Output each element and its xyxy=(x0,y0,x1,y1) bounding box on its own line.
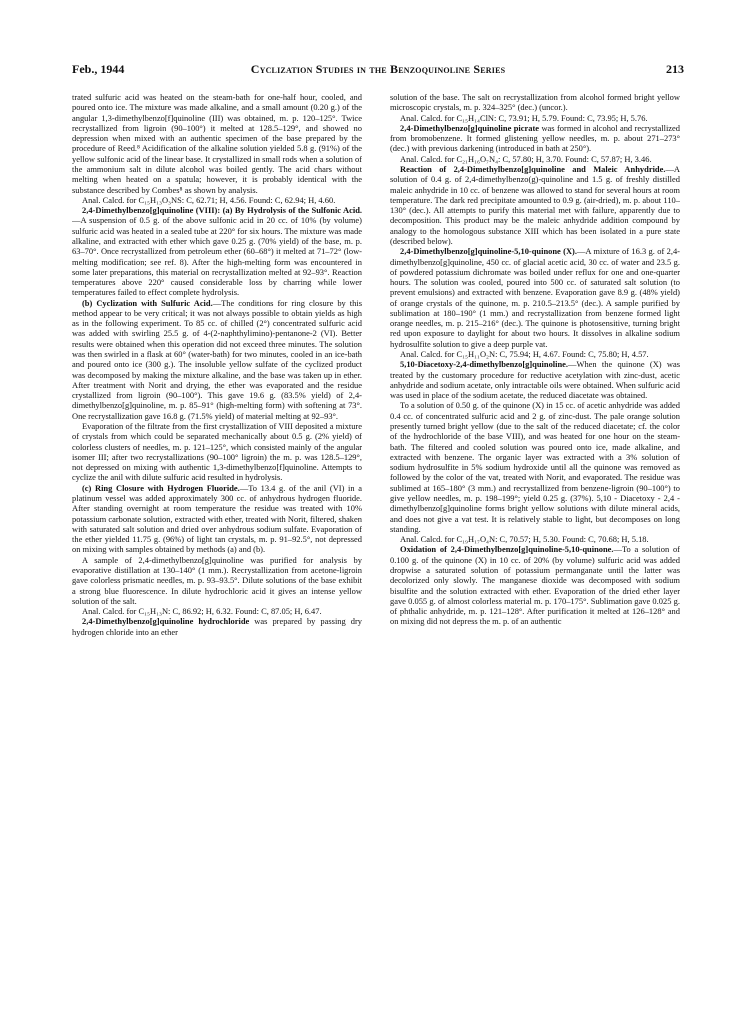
paragraph xyxy=(390,544,680,626)
paragraph xyxy=(390,154,680,164)
paragraph xyxy=(72,195,362,205)
paragraph xyxy=(72,421,362,483)
paragraph xyxy=(390,359,680,400)
paragraph xyxy=(390,400,680,534)
page-number: 213 xyxy=(666,62,684,76)
paragraph-text: A sample of 2,4-dimethylbenzo[g]quinoline was purified for analysis by evaporative distillation at 130–140° (1 mm.). Recrystallization from acetone-ligroin gave colorless prismatic needles, m. p. 93–93.5°. Dilute solutions of the base exhibit a strong blue fluorescence. In dilute hydrochloric acid it gives an intense yellow solution of the salt. xyxy=(72,554,362,606)
paragraph-text: —A suspension of 0.5 g. of the above sulfonic acid in 20 cc. of 10% (by volume) sulfuric acid was heated in a sealed tube at 220° for six hours. The mixture was made alkaline, and extracted with ether which gave 0.25 g. (70% yield) of the base, m. p. 63–70°. Once recrystallized from petroleum ether (60–68°) it melted at 71–72° (low-melting modification; see ref. 8). After the high-melting form was encountered in some later preparations, this material on recrystallization melted at 92–93°. Reaction temperatures above 220° caused considerable loss by charring while lower temperatures failed to effect complete hydrolysis. xyxy=(72,215,362,298)
paragraph-text: Evaporation of the filtrate from the first crystallization of VIII deposited a mixture of crystals from which could be separated mechanically about 0.5 g. (2% yield) of colorless clusters of needles, m. p. 121–125°, which consisted mainly of the angular isomer III; after two recrystallizations (90–100° ligroin) the m. p. was 128.5–129°, not depressed on mixing with authentic 1,3-dimethylbenzo[f]quinoline. Attempts to cyclize the anil with dilute sulfuric acid resulted in hydrolysis. xyxy=(72,421,362,483)
section-heading: 2,4-Dimethylbenzo[g]quinoline-5,10-quinone (X). xyxy=(400,246,577,257)
section-heading: 5,10-Diacetoxy-2,4-dimethylbenzo[g]quinoline. xyxy=(400,359,569,370)
paragraph-text: Anal. Calcd. for C₁₅H₁₄ClN: C, 73.91; H, 5.79. Found: C, 73.95; H, 5.76. xyxy=(400,112,648,123)
paragraph xyxy=(72,205,362,298)
paragraph-text: Anal. Calcd. for C₁₉H₁₇O₄N: C, 70.57; H, 5.30. Found: C, 70.68; H, 5.18. xyxy=(400,534,649,545)
paragraph xyxy=(72,606,362,616)
section-heading: 2,4-Dimethylbenzo[g]quinoline picrate xyxy=(400,122,540,133)
paragraph-text: was formed in alcohol and recrystallized from bromobenzene. It formed glistening yellow needles, m. p. about 271–273° (dec.) with previous darkening (introduced in bath at 250°). xyxy=(390,122,680,154)
paragraph-text: solution of the base. The salt on recrystallization from alcohol formed bright yellow microscopic crystals, m. p. 324–325° (dec.) (uncor.). xyxy=(390,92,680,113)
section-heading: Reaction of 2,4-Dimethylbenzo[g]quinoline and Maleic Anhydride. xyxy=(400,163,666,174)
paragraph-text: —To 13.4 g. of the anil (VI) in a platinum vessel was added approximately 300 cc. of anhydrous hydrogen fluoride. After standing overnight at room temperature the residue was treated with 10% potassium carbonate solution, extracted with ether, treated with Norit, filtered, shaken with saturated salt solution and dried over anhydrous sodium sulfate. Evaporation of the ether yielded 11.75 g. (96%) of light tan crystals, m. p. 91–92.5°, not depressed on mixing with samples obtained by methods (a) and (b). xyxy=(72,482,362,555)
running-title: Cyclization Studies in the Benzoquinoline Series xyxy=(250,62,506,76)
paragraph-text: Anal. Calcd. for C₁₅H₁₃O₃NS: C, 62.71; H, 4.56. Found: C, 62.94; H, 4.60. xyxy=(82,194,336,205)
paragraph-text: To a solution of 0.50 g. of the quinone (X) in 15 cc. of acetic anhydride was added 0.4 cc. of concentrated sulfuric acid and 2 g. of zinc-dust. The pale orange solution presently turned bright yellow (due to the salt of the reduced diacetate; cf. the color of the hydrochloride of the base VIII), and was heated for one hour on the steam-bath. The filtered and cooled solution was poured onto ice, made alkaline, and extracted with benzene. The organic layer was extracted with a 3% solution of sodium hydrosulfite in 5% sodium hydroxide until all the quinone was removed as followed by the color of the vat, treated with Norit, and evaporated. The residue was sublimed at 165–180° (3 mm.) and recrystallized from benzene-ligroin (90–100°) to give yellow needles, m. p. 198–199°; yield 0.25 g. (37%). 5,10 - Diacetoxy - 2,4 - dimethylbenzo[g]quinoline forms bright yellow solutions with dilute mineral acids, and does not give a vat test. It is relatively stable to light, but decomposes on long standing. xyxy=(390,400,680,534)
paragraph xyxy=(390,92,680,113)
paragraph xyxy=(72,92,362,195)
section-heading: (c) Ring Closure with Hydrogen Fluoride. xyxy=(82,482,240,493)
paragraph xyxy=(390,349,680,359)
paragraph-text: was prepared by passing dry hydrogen chloride into an ether xyxy=(72,616,362,637)
paragraph-text: —The conditions for ring closure by this method appear to be very critical; it was not always possible to obtain yields as high as in the following experiment. To 85 cc. of chilled (2°) concentrated sulfuric acid was added with swirling 25.5 g. of 4-(2-naphthylimino)-pentanone-2 (VI). Better results were obtained when this operation did not exceed three minutes. The solution was then swirled in a flask at 60° (water-bath) for two minutes, cooled in an ice-bath and poured onto ice (300 g.). The insoluble yellow sulfate of the cyclized product was decomposed by making the mixture alkaline, and the base was taken up in ether. After treatment with Norit and drying, the ether was evaporated and the residue crystallized from ligroin (90–100°). This gave 19.6 g. (83.5% yield) of 2,4-dimethylbenzo[g]quinoline, m. p. 85–91° (high-melting form) with softening at 73°. One recrystallization gave 16.8 g. (71.5% yield) of material melting at 92–93°. xyxy=(72,297,362,421)
paragraph-text: Anal. Calcd. for C₁₅H₁₃N: C, 86.92; H, 6.32. Found: C, 87.05; H, 6.47. xyxy=(82,606,322,617)
section-heading: Oxidation of 2,4-Dimethylbenzo[g]quinoline-5,10-quinone. xyxy=(400,544,614,555)
paragraph xyxy=(72,555,362,606)
paragraph-text: Anal. Calcd. for C₂₁H₁₆O₇N₄: C, 57.80; H, 3.70. Found: C, 57.87; H, 3.46. xyxy=(400,153,652,164)
paragraph xyxy=(390,246,680,349)
paragraph-text: —A mixture of 16.3 g. of 2,4-dimethylbenzo[g]quinoline, 450 cc. of glacial acetic acid, 30 cc. of water and 23.5 g. of powdered potassium dichromate was boiled under reflux for one and one-quarter hours. The solution was cooled, poured into 500 cc. of saturated salt solution (to prevent emulsions) and extracted with benzene. Evaporation gave 8.9 g. (48% yield) of orange crystals of the quinone, m. p. 210.5–213.5° (dec.). A sample purified by sublimation at 180–190° (1 mm.) and recrystallization from benzene formed light orange needles, m. p. 215–216° (dec.). The quinone is photosensitive, turning bright red upon exposure to daylight for about two hours. It dissolves in alkaline sodium hydrosulfite solution to give a deep purple vat. xyxy=(390,246,680,349)
section-heading: 2,4-Dimethylbenzo[g]quinoline (VIII): (a) By Hydrolysis of the Sulfonic Acid. xyxy=(82,205,362,216)
paragraph-text: —When the quinone (X) was treated by the customary procedure for reductive acetylation with zinc-dust, acetic anhydride and sodium acetate, only intractable oils were obtained. When sulfuric acid was used in place of the sodium acetate, the reduced diacetate was obtained. xyxy=(390,359,680,401)
paragraph xyxy=(390,113,680,123)
paragraph xyxy=(72,483,362,555)
section-heading: (b) Cyclization with Sulfuric Acid. xyxy=(82,297,213,308)
journal-date: Feb., 1944 xyxy=(72,62,125,76)
paragraph xyxy=(390,123,680,154)
right-column xyxy=(390,92,680,992)
paragraph xyxy=(72,616,362,637)
paragraph-text: —To a solution of 0.100 g. of the quinone (X) in 10 cc. of 20% (by volume) sulfuric acid was added dropwise a saturated solution of potassium permanganate until the latter was decolorized only slowly. The manganese dioxide was decomposed with sodium bisulfite and the solution extracted with ether. Evaporation of the dried ether layer gave 0.055 g. of almost colorless material m. p. 170–175°. Sublimation gave 0.025 g. of phthalic anhydride, m. p. 121–128°. After purification it melted at 126–128° and on mixing did not depress the m. p. of an authentic xyxy=(390,544,680,627)
paragraph xyxy=(390,164,680,246)
page-header xyxy=(72,62,684,78)
paragraph-text: —A solution of 0.4 g. of 2,4-dimethylbenzo(g)-quinoline and 1.5 g. of freshly distilled maleic anhydride in 10 cc. of benzene was allowed to stand for several hours at room temperature. The dark red precipitate amounted to 0.9 g. (air-dried), m. p. about 110–130° (dec.). All attempts to purify this material met with failure, apparently due to decomposition. This product may be the maleic anhydride addition compound by analogy to the homologous substance XIII which has been isolated in a pure state (described below). xyxy=(390,163,680,246)
section-heading: 2,4-Dimethylbenzo[g]quinoline hydrochloride xyxy=(82,616,250,627)
left-column xyxy=(72,92,362,992)
paragraph xyxy=(390,534,680,544)
paragraph xyxy=(72,298,362,421)
paragraph-text: trated sulfuric acid was heated on the steam-bath for one-half hour, cooled, and poured onto ice. The mixture was made alkaline, and a small amount (0.20 g.) of the angular 1,3-dimethylbenzo[f]quinoline (III) was obtained, m. p. 120–125°. Twice recrystallized from ligroin (90–100°) it melted at 128.5–129°, and showed no depression when mixed with an authentic specimen of the base prepared by the procedure of Reed.⁸ Acidification of the alkaline solution yielded 5.8 g. (91%) of the yellow sulfonic acid of the linear base. It crystallized in small rods when a solution of the ammonium salt in dilute alcohol was boiled gently. The acid chars without melting when heated on a spatula; however, it is probably identical with the substance described by Combes⁸ as shown by analysis. xyxy=(72,92,362,195)
paragraph-text: Anal. Calcd. for C₁₅H₁₁O₂N: C, 75.94; H, 4.67. Found: C, 75.80; H, 4.57. xyxy=(400,349,649,360)
